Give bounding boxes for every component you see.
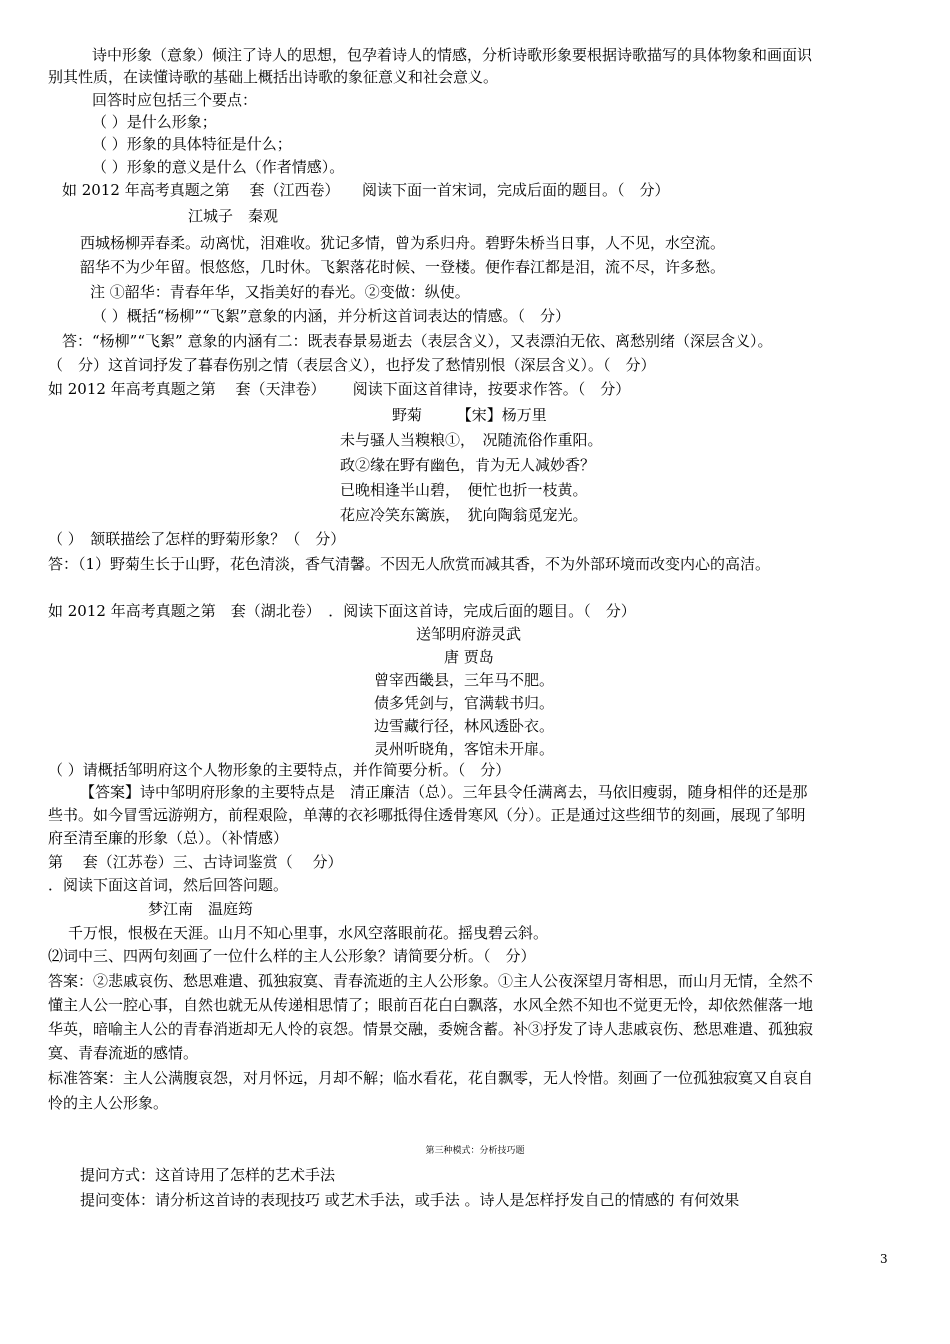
- poem-text-line: 千万恨，恨极在天涯。山月不知心里事，水风空落眼前花。摇曳碧云斜。: [68, 924, 549, 942]
- answer-line: 懂主人公一腔心事，自然也就无从传递相思情了；眼前百花白白飘落，水风全然不知也不觉更无怜，却依然催落一地: [48, 996, 814, 1014]
- poem-text-line: 韶华不为少年留。恨悠悠，几时休。飞絮落花时候、一登楼。便作春江都是泪，流不尽，许多愁。: [80, 258, 726, 276]
- poem-text-line: 西城杨柳弄春柔。动离忧，泪难收。犹记多情，曾为系归舟。碧野朱桥当日事，人不见，水空流。: [80, 234, 726, 252]
- question-line: （ ） 颔联描绘了怎样的野菊形象？（ 分）: [48, 530, 346, 548]
- example-jiangxi-heading: 如 2012 年高考真题之第 套（江西卷） 阅读下面一首宋词，完成后面的题目。（ 分）: [62, 181, 670, 199]
- poem-notes: 注 ①韶华：青春年华，又指美好的春光。②变做：纵使。: [90, 283, 470, 301]
- question-line: ⑵词中三、四两句刻画了一位什么样的主人公形象？请简要分析。（ 分）: [48, 947, 536, 965]
- intro-paragraph-line-1: 诗中形象（意象）倾注了诗人的思想，包孕着诗人的情感，分析诗歌形象要根据诗歌描写的具体物象和画面识: [92, 46, 813, 64]
- example-tianjin-heading: 如 2012 年高考真题之第 套（天津卷） 阅读下面这首律诗，按要求作答。（ 分）: [48, 380, 631, 398]
- answer-line: （ 分）这首词抒发了暮春伤别之情（表层含义），也抒发了愁情别恨（深层含义）。（ 分）: [48, 356, 656, 374]
- poem-author: 唐 贾岛: [444, 648, 494, 666]
- standard-answer-line: 怜的主人公形象。: [48, 1094, 169, 1112]
- question-line: （ ）概括“杨柳”“飞絮”意象的内涵，并分析这首词表达的情感。（ 分）: [92, 307, 570, 325]
- poem-title-mengjiangnan: 梦江南 温庭筠: [148, 900, 254, 918]
- answer-line: 华英，暗喻主人公的青春消逝却无人怜的哀怨。情景交融，委婉含蓄。补③抒发了诗人悲戚哀伤、愁思难遣、孤独寂: [48, 1020, 814, 1038]
- answer-line: 答案：②悲戚哀伤、愁思难遣、孤独寂寞、青春流逝的主人公形象。①主人公夜深望月寄相思，而山月无情，全然不: [48, 972, 814, 990]
- answer-points-heading: 回答时应包括三个要点：: [92, 91, 258, 109]
- instruction-line: ．阅读下面这首词，然后回答问题。: [48, 876, 289, 894]
- answer-line: 寞、青春流逝的感情。: [48, 1044, 199, 1062]
- poem-verse-line: 政②缘在野有幽色，肯为无人减妙香？: [340, 456, 596, 474]
- poem-verse-line: 曾宰西畿县，三年马不肥。: [374, 671, 555, 689]
- poem-verse-line: 边雪藏行径，林风透卧衣。: [374, 717, 555, 735]
- answer-line: 答：“杨柳”“飞絮” 意象的内涵有二：既表春景易逝去（表层含义），又表漂泊无依、离愁别绪（深层含义）。: [62, 332, 773, 350]
- question-line: （ ）请概括邹明府这个人物形象的主要特点，并作简要分析。（ 分）: [48, 761, 511, 779]
- poem-title-jiangchengzi: 江城子 秦观: [188, 207, 279, 225]
- intro-paragraph-line-2: 别其性质，在读懂诗歌的基础上概括出诗歌的象征意义和社会意义。: [48, 68, 499, 86]
- answer-line: 府至清至廉的形象（总）。（补情感）: [48, 829, 289, 847]
- poem-title-songzou: 送邹明府游灵武: [416, 625, 522, 643]
- point-2: （ ）形象的具体特征是什么；: [92, 135, 292, 153]
- poem-title-yeju: 野菊 【宋】杨万里: [392, 406, 547, 424]
- question-variant-line: 提问变体：请分析这首诗的表现技巧 或艺术手法，或手法 。诗人是怎样抒发自己的情感的 有何效果: [80, 1191, 740, 1209]
- page-number: 3: [880, 1252, 888, 1266]
- answer-line: 答：（1）野菊生长于山野，花色清淡，香气清馨。不因无人欣赏而减其香，不为外部环境而改变内心的高洁。: [48, 555, 771, 573]
- question-method-line: 提问方式：这首诗用了怎样的艺术手法: [80, 1166, 336, 1184]
- answer-line: 些书。如今冒雪远游朔方，前程艰险，单薄的衣衫哪抵得住透骨寒风（分）。正是通过这些细节的刻画，展现了邹明: [48, 806, 806, 824]
- example-hubei-heading: 如 2012 年高考真题之第 套（湖北卷） ．阅读下面这首诗，完成后面的题目。（ 分）: [48, 602, 636, 620]
- standard-answer-line: 标准答案：主人公满腹哀怨，对月怀远，月却不解；临水看花，花自飘零，无人怜惜。刻画了一位孤独寂寞又自哀自: [48, 1069, 814, 1087]
- poem-verse-line: 未与骚人当糗粮①， 况随流俗作重阳。: [340, 431, 603, 449]
- poem-verse-line: 债多凭剑与，官满载书归。: [374, 694, 555, 712]
- point-1: （ ）是什么形象；: [92, 113, 217, 131]
- poem-verse-line: 花应冷笑东篱族， 犹向陶翁觅宠光。: [340, 506, 588, 524]
- example-jiangsu-heading: 第 套（江苏卷）三、古诗词鉴赏（ 分）: [48, 853, 343, 871]
- poem-verse-line: 已晚相逢半山碧， 便忙也折一枝黄。: [340, 481, 588, 499]
- answer-line: 【答案】诗中邹明府形象的主要特点是 清正廉洁（总）。三年县令任满离去，马依旧瘦弱，随身相伴的还是那: [80, 783, 808, 801]
- poem-verse-line: 灵州听晓角，客馆未开扉。: [374, 740, 555, 758]
- section-heading: 第三种模式：分析技巧题: [425, 1146, 525, 1156]
- point-3: （ ）形象的意义是什么（作者情感）。: [92, 158, 345, 176]
